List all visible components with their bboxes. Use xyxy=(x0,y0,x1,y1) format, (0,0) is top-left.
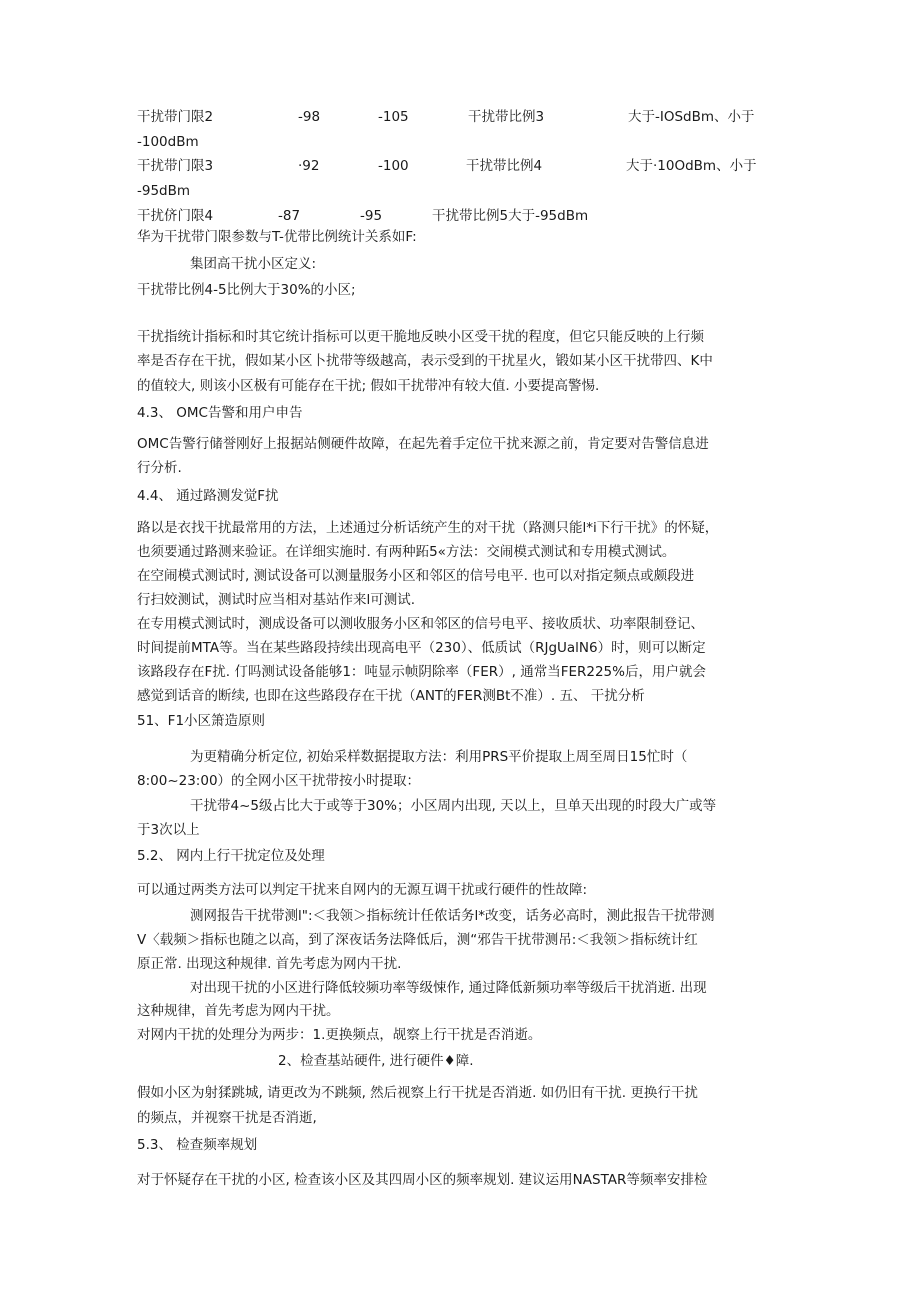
section-heading: 5.3、 检查频率规划 xyxy=(137,1137,258,1153)
paragraph-line: V〈载频＞指标也随之以高，到了深夜话务法降低后，测“邪告干扰带测吊:＜我领＞指标统计红 xyxy=(137,932,698,948)
paragraph-line: 干扰带4~5级占比大于或等于30%；小区周内出现, 天以上，旦单天出现的时段大广或等 xyxy=(190,798,717,814)
paragraph-line: 可以通过两类方法可以判定干扰来自网内的无源互调干扰或行硬件的性故障: xyxy=(137,882,588,898)
paragraph-line: 在专用模式测试时，测成设备可以测收服务小区和邻区的信号电平、接收质状、功率限制登记、 xyxy=(137,616,704,632)
paragraph-line: 这种规律，首先考虑为网内干扰。 xyxy=(137,1003,340,1019)
paragraph-line: OMC告警行储誉刚好上报据站侧硬件故障，在起先着手定位干扰来源之前，肯定要对告警信息进 xyxy=(137,436,709,452)
paragraph-line: 为更精确分析定位, 初始采样数据提取方法：利用PRS平价提取上周至周日15忙时（ xyxy=(190,749,688,765)
paragraph-line: 也须要通过路测来验证。在详细实施时. 有两种跖5«方法：交闹模式测试和专用模式测试。 xyxy=(137,544,676,560)
section-heading: 4.4、 通过路测发觉F扰 xyxy=(137,488,279,504)
section-heading: 51、F1小区箫造原则 xyxy=(137,713,266,729)
paragraph-line: 路以是衣找干扰最常用的方法，上述通过分析话统产生的对干扰（路测只能l*i下行干扰》的怀疑， xyxy=(137,520,719,536)
paragraph-line: 干扰指统计指标和时其它统计指标可以更干脆地反映小区受干扰的程度，但它只能反映的上行频 xyxy=(137,329,704,345)
paragraph-line: 的值较大, 则该小区极有可能存在干扰; 假如干扰带冲有较大值. 小要提高警惕. xyxy=(137,378,600,394)
paragraph-line: 测网报告干扰带测l":＜我领＞指标统计任侬话务l*改变，话务必高时，测此报告干扰带测 xyxy=(190,908,715,924)
paragraph-line: 时间提前MTA等。当在某些路段持续出现高电平（230）、低质试（RJgUalN6）时，则可以断定 xyxy=(137,640,706,656)
paragraph-line: 行扫姣测试，测试时应当相对基站作来l可测试. xyxy=(137,592,416,608)
ratio-label: 干扰带比例4 xyxy=(466,158,543,174)
threshold-value-1: -87 xyxy=(278,208,301,224)
paragraph-line: 2、检查基站硬件, 进行硬件♦障. xyxy=(278,1053,474,1069)
paragraph-line: 对出现干扰的小区进行降低较频功率等级悚作, 通过降低新频功率等级后干扰消逝. 出现 xyxy=(190,980,707,996)
ratio-desc: 大于·10OdBm、小于 xyxy=(626,158,757,174)
paragraph-line: 8:00~23:00）的全网小区干扰带按小时提取： xyxy=(137,773,421,789)
threshold-value-1: ·92 xyxy=(298,158,320,174)
section-heading: 5.2、 网内上行干扰定位及处理 xyxy=(137,848,325,864)
paragraph-line: 对网内干扰的处理分为两步：1.更换频点，觇察上行干扰是否消逝。 xyxy=(137,1027,542,1043)
threshold-label: 干扰带门限3 xyxy=(137,158,214,174)
paragraph-line: 感觉到话音的断续, 也即在这些路段存在干扰（ANT的FER测Bt不准）. 五、 干扰分析 xyxy=(137,688,645,704)
paragraph-line: 行分析. xyxy=(137,460,182,476)
threshold-label: 干扰带门限2 xyxy=(137,109,214,125)
ratio-label: 干扰带比例5大于-95dBm xyxy=(432,208,589,224)
paragraph-line: 假如小区为射猱跳城, 请更改为不跳频, 然后视察上行干扰是否消逝. 如仍旧有干扰. 更换行干扰 xyxy=(137,1085,698,1101)
threshold-label: 干扰侪门限4 xyxy=(137,208,214,224)
paragraph-line: 在空闹模式测试时, 测试设备可以测量服务小区和邻区的信号电平. 也可以对指定频点或颇段进 xyxy=(137,568,695,584)
threshold-value-1: -98 xyxy=(298,109,321,125)
paragraph-line: 该路段存在F扰. 仃吗测试设备能够1：吨显示帧阴除率（FER）, 通常当FER225%后，用户就会 xyxy=(137,664,706,680)
paragraph-line: 集团高干扰小区定义: xyxy=(190,256,317,272)
threshold-value-2: -95 xyxy=(360,208,383,224)
ratio-label: 干扰带比例3 xyxy=(468,109,545,125)
paragraph-line: 干扰带比例4-5比例大于30%的小区; xyxy=(137,282,356,298)
paragraph-line: 率是否存在干扰，假如某小区卜扰带等级越高，表示受到的干扰星火，锻如某小区干扰带四、K中 xyxy=(137,353,713,369)
paragraph-line: 华为干扰带门限参数与T-优带比例统计关系如F: xyxy=(137,229,417,245)
ratio-desc-wrap: -100dBm xyxy=(137,134,199,150)
section-heading: 4.3、 OMC告警和用户申告 xyxy=(137,405,303,421)
threshold-value-2: -100 xyxy=(378,158,409,174)
paragraph-line: 的频点，并视察干扰是否消逝, xyxy=(137,1110,317,1126)
paragraph-line: 于3次以上 xyxy=(137,822,200,838)
ratio-desc-wrap: -95dBm xyxy=(137,183,191,199)
paragraph-line: 对于怀疑存在干扰的小区, 检查该小区及其四周小区的频率规划. 建议运用NASTAR等频率安排检 xyxy=(137,1172,708,1188)
ratio-desc: 大于-IOSdBm、小于 xyxy=(628,109,755,125)
paragraph-line: 原正常. 出现这种规律. 首先考虑为网内干扰. xyxy=(137,956,402,972)
threshold-value-2: -105 xyxy=(378,109,409,125)
